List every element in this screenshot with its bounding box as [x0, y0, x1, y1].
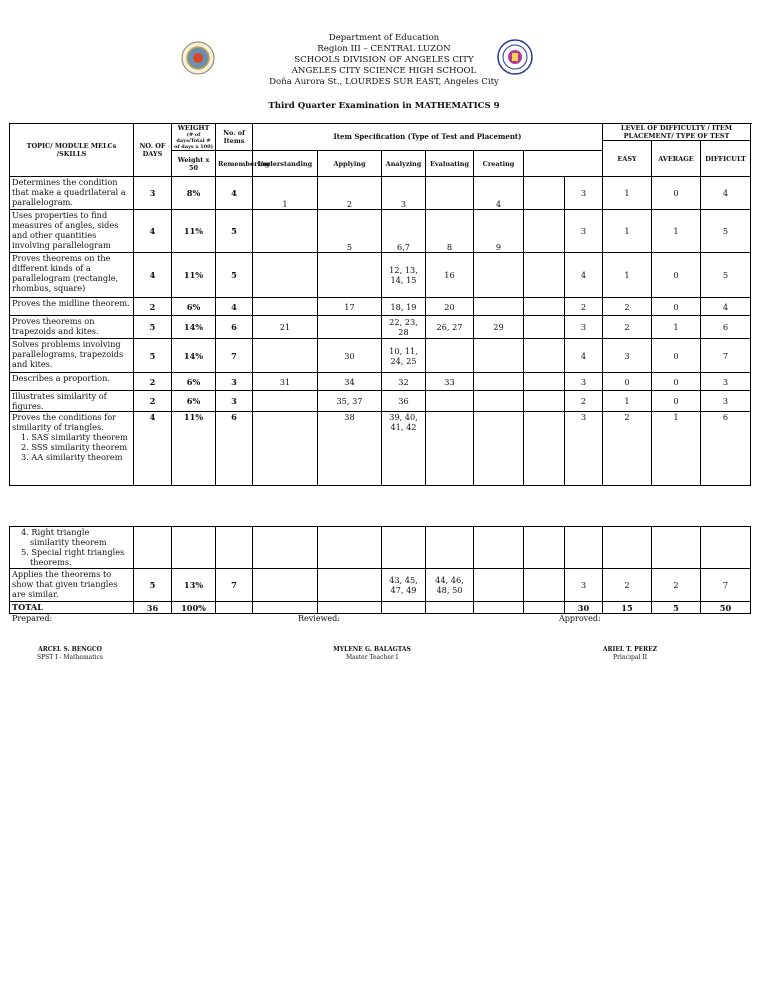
remembering-cell — [253, 339, 318, 373]
total-cell: 5 — [701, 253, 751, 298]
total-label: TOTAL — [10, 602, 134, 614]
remembering-cell — [253, 253, 318, 298]
easy-cell: 3 — [565, 569, 603, 602]
header-line: ANGELES CITY SCIENCE HIGH SCHOOL — [291, 66, 477, 76]
days-cell: 2 — [134, 373, 172, 391]
understanding-cell: 35, 37 — [318, 391, 382, 412]
average-cell: 1 — [603, 210, 652, 253]
understanding-cell: 38 — [318, 412, 382, 486]
topic-text: Proves theorems on trapezoids and kites. — [12, 316, 99, 336]
table-row — [10, 210, 751, 253]
days-cell: 3 — [134, 177, 172, 210]
analyzing-cell: 44, 46, 48, 50 — [426, 569, 474, 602]
items-cell: 3 — [216, 373, 253, 391]
total-days: 36 — [134, 602, 172, 614]
evaluating-cell — [474, 253, 524, 298]
difficult-cell: 0 — [652, 373, 701, 391]
header-line: Department of Education — [328, 33, 440, 43]
items-cell: 6 — [216, 316, 253, 339]
days-cell: 2 — [134, 391, 172, 412]
difficulty-header: LEVEL OF DIFFICULTY / ITEM PLACEMENT/ TYPE OF TEST — [603, 124, 751, 141]
difficult-cell: 1 — [652, 412, 701, 486]
understanding-cell — [318, 316, 382, 339]
signatory-title: Principal II — [613, 654, 647, 661]
table-row-topic — [10, 253, 134, 298]
weight-cell: 11% — [172, 210, 216, 253]
letterhead — [0, 33, 768, 88]
tos-table-continued — [9, 526, 751, 614]
creating-cell — [524, 373, 565, 391]
difficult-cell: 1 — [652, 316, 701, 339]
applying-cell: 22, 23, 28 — [382, 316, 426, 339]
analyzing-cell: 26, 27 — [426, 316, 474, 339]
weight-cell: 14% — [172, 316, 216, 339]
weight-cell: 11% — [172, 412, 216, 486]
list-item: 5. Special right triangles theorems. — [21, 547, 125, 567]
difficult-cell: 0 — [652, 177, 701, 210]
table-row — [10, 253, 751, 298]
average-cell: 2 — [603, 412, 652, 486]
total-easy: 30 — [565, 602, 603, 614]
easy-cell: 4 — [565, 339, 603, 373]
total-cell: 6 — [701, 412, 751, 486]
difficult-cell: 1 — [652, 210, 701, 253]
tos-table — [9, 123, 751, 486]
weight-cell: 6% — [172, 298, 216, 316]
creating-cell — [524, 339, 565, 373]
col-header: Remembering — [216, 151, 253, 177]
signatory-name: ARIEL T. PEREZ — [602, 646, 658, 653]
applying-cell: 36 — [382, 391, 426, 412]
table-row — [10, 316, 751, 339]
remembering-cell — [253, 210, 318, 253]
remembering-cell: 31 — [253, 373, 318, 391]
spec-header: Item Specification (Type of Test and Placement) — [253, 124, 603, 151]
table-row — [10, 339, 751, 373]
items-cell: 4 — [216, 177, 253, 210]
days-cell: 4 — [134, 210, 172, 253]
col-header: Understanding — [253, 151, 318, 177]
topic-text: Illustrates similarity of figures. — [12, 391, 107, 411]
remembering-cell — [253, 298, 318, 316]
total-cell: 5 — [701, 210, 751, 253]
items-cell: 3 — [216, 391, 253, 412]
easy-cell: 3 — [565, 373, 603, 391]
header-line: Doña Aurora St., LOURDES SUR EAST, Angeles City — [269, 77, 499, 87]
analyzing-cell: 33 — [426, 373, 474, 391]
creating-cell — [524, 177, 565, 210]
easy-cell: 2 — [565, 391, 603, 412]
understanding-cell: 17 — [318, 298, 382, 316]
analyzing-cell: 20 — [426, 298, 474, 316]
difficult-cell: 0 — [652, 391, 701, 412]
weight-note: (# of days/Total # of days x 100) — [174, 132, 213, 150]
total-cell: 4 — [701, 298, 751, 316]
days-cell: 2 — [134, 298, 172, 316]
reviewed-label: Reviewed: — [298, 614, 340, 623]
total-cell: 7 — [701, 339, 751, 373]
items-cell: 5 — [216, 253, 253, 298]
creating-cell — [524, 210, 565, 253]
applying-cell: 6,7 — [382, 210, 426, 253]
items-note: Weight x 50 — [172, 151, 216, 177]
prepared-label: Prepared: — [12, 614, 53, 623]
days-cell: 4 — [134, 253, 172, 298]
easy-cell: 3 — [565, 316, 603, 339]
remembering-cell — [253, 391, 318, 412]
total-cell: 3 — [701, 391, 751, 412]
applying-cell: 43, 45, 47, 49 — [382, 569, 426, 602]
table-row — [10, 177, 751, 210]
remembering-cell: 21 — [253, 316, 318, 339]
items-cell: 7 — [216, 569, 253, 602]
evaluating-cell — [474, 391, 524, 412]
topic-header: TOPIC/ MODULE MELCs /SKILLS — [10, 124, 134, 177]
average-cell: 2 — [603, 316, 652, 339]
analyzing-cell: 8 — [426, 210, 474, 253]
items-cell: 6 — [216, 412, 253, 486]
difficult-cell: 0 — [652, 253, 701, 298]
table-row-topic — [10, 339, 134, 373]
easy-cell: 4 — [565, 253, 603, 298]
evaluating-cell: 4 — [474, 177, 524, 210]
table-row-topic: Applies the theorems to show that given triangles are similar. — [10, 569, 134, 602]
total-difficult: 5 — [652, 602, 701, 614]
header-line: Region III – CENTRAL LUZON — [317, 44, 451, 54]
subitem-list — [10, 527, 134, 569]
evaluating-cell: 9 — [474, 210, 524, 253]
weight-cell: 6% — [172, 373, 216, 391]
total-weight: 100% — [172, 602, 216, 614]
evaluating-cell — [474, 412, 524, 486]
applying-cell: 12, 13, 14, 15 — [382, 253, 426, 298]
analyzing-cell — [426, 177, 474, 210]
easy-cell: 3 — [565, 210, 603, 253]
table-row-topic — [10, 391, 134, 412]
weight-header — [172, 124, 216, 151]
applying-cell: 3 — [382, 177, 426, 210]
average-cell: 2 — [603, 298, 652, 316]
understanding-cell: 5 — [318, 210, 382, 253]
signatory-title: SPST I - Mathematics — [37, 654, 103, 661]
remembering-cell — [253, 412, 318, 486]
weight-cell: 6% — [172, 391, 216, 412]
topic-text: Solves problems involving parallelograms, trapezoids and kites. — [12, 339, 124, 369]
table-row-topic — [10, 412, 134, 486]
total-cell: 3 — [701, 373, 751, 391]
days-cell: 5 — [134, 316, 172, 339]
days-header: NO. OF DAYS — [134, 124, 172, 177]
approved-label: Approved: — [559, 614, 601, 623]
table-row-topic — [10, 316, 134, 339]
understanding-cell: 30 — [318, 339, 382, 373]
average-cell: 3 — [603, 339, 652, 373]
list-item: 4. Right triangle similarity theorem — [21, 527, 107, 547]
weight-cell: 11% — [172, 253, 216, 298]
list-item: 3. AA similarity theorem — [21, 452, 123, 462]
weight-cell: 13% — [172, 569, 216, 602]
difficult-cell: 0 — [652, 298, 701, 316]
understanding-cell — [318, 253, 382, 298]
creating-cell — [524, 298, 565, 316]
signatory-prepared — [20, 646, 120, 662]
difficult-cell: 0 — [652, 339, 701, 373]
items-cell: 5 — [216, 210, 253, 253]
total-cell: 7 — [701, 569, 751, 602]
easy-cell: 2 — [565, 298, 603, 316]
topic-text: Proves theorems on the different kinds of a parallelogram (rectangle, rhombus, square) — [12, 253, 119, 293]
weight-cell: 8% — [172, 177, 216, 210]
creating-cell — [524, 253, 565, 298]
average-cell: 2 — [603, 569, 652, 602]
evaluating-cell — [474, 339, 524, 373]
applying-cell: 18, 19 — [382, 298, 426, 316]
difficult-cell: 2 — [652, 569, 701, 602]
total-average: 15 — [603, 602, 652, 614]
table-row — [10, 391, 751, 412]
col-header: Applying — [318, 151, 382, 177]
signatory-title: Master Teacher I — [345, 654, 399, 661]
signatory-reviewed — [322, 646, 422, 662]
header-line: SCHOOLS DIVISION OF ANGELES CITY — [294, 55, 474, 65]
analyzing-cell: 16 — [426, 253, 474, 298]
average-cell: 1 — [603, 391, 652, 412]
easy-header: EASY — [603, 141, 652, 177]
evaluating-cell: 29 — [474, 316, 524, 339]
topic-text: Proves the conditions for similarity of triangles. — [12, 412, 117, 432]
total-total: 50 — [701, 602, 751, 614]
easy-cell: 3 — [565, 177, 603, 210]
col-header: Evaluating — [426, 151, 474, 177]
table-row-topic — [10, 373, 134, 391]
topic-text: Determines the condition that make a quadrilateral a parallelogram. — [12, 177, 126, 207]
total-cell: 6 — [701, 316, 751, 339]
evaluating-cell — [474, 298, 524, 316]
signatory-name: ARCEL S. BENGCO — [38, 646, 102, 653]
remembering-cell: 1 — [253, 177, 318, 210]
analyzing-cell — [426, 391, 474, 412]
weight-label: WEIGHT — [177, 124, 210, 132]
applying-cell: 39, 40, 41, 42 — [382, 412, 426, 486]
col-header: Creating — [474, 151, 524, 177]
list-item: 2. SSS similarity theorem — [21, 442, 128, 452]
signatory-approved — [580, 646, 680, 662]
days-cell: 5 — [134, 339, 172, 373]
weight-cell: 14% — [172, 339, 216, 373]
topic-text: Uses properties to find measures of angles, sides and other quantities involving parallelogram — [12, 210, 119, 250]
table-row-topic — [10, 210, 134, 253]
understanding-cell: 2 — [318, 177, 382, 210]
items-cell: 4 — [216, 298, 253, 316]
evaluating-cell — [474, 373, 524, 391]
average-header: AVERAGE — [652, 141, 701, 177]
creating-cell — [524, 391, 565, 412]
difficult-header: DIFFICULT — [701, 141, 751, 177]
items-cell: 7 — [216, 339, 253, 373]
analyzing-cell — [426, 339, 474, 373]
creating-cell — [524, 316, 565, 339]
table-row-topic — [10, 177, 134, 210]
topic-text: Describes a proportion. — [12, 373, 110, 383]
analyzing-cell — [426, 412, 474, 486]
days-cell: 5 — [134, 569, 172, 602]
list-item: 1. SAS similarity theorem — [21, 432, 128, 442]
creating-cell — [524, 412, 565, 486]
understanding-cell: 34 — [318, 373, 382, 391]
applying-cell: 10, 11, 24, 25 — [382, 339, 426, 373]
signatory-name: MYLENE G. BALAGTAS — [333, 646, 411, 653]
table-row-topic — [10, 298, 134, 316]
table-row — [10, 373, 751, 391]
exam-title: Third Quarter Examination in MATHEMATICS 9 — [268, 101, 500, 111]
average-cell: 1 — [603, 177, 652, 210]
applying-cell: 32 — [382, 373, 426, 391]
col-header: Analyzing — [382, 151, 426, 177]
average-cell: 0 — [603, 373, 652, 391]
topic-text: Proves the midline theorem. — [12, 298, 130, 308]
table-row — [10, 412, 751, 486]
total-cell: 4 — [701, 177, 751, 210]
average-cell: 1 — [603, 253, 652, 298]
days-cell: 4 — [134, 412, 172, 486]
easy-cell: 3 — [565, 412, 603, 486]
items-header: No. of Items — [216, 124, 253, 151]
table-row — [10, 298, 751, 316]
